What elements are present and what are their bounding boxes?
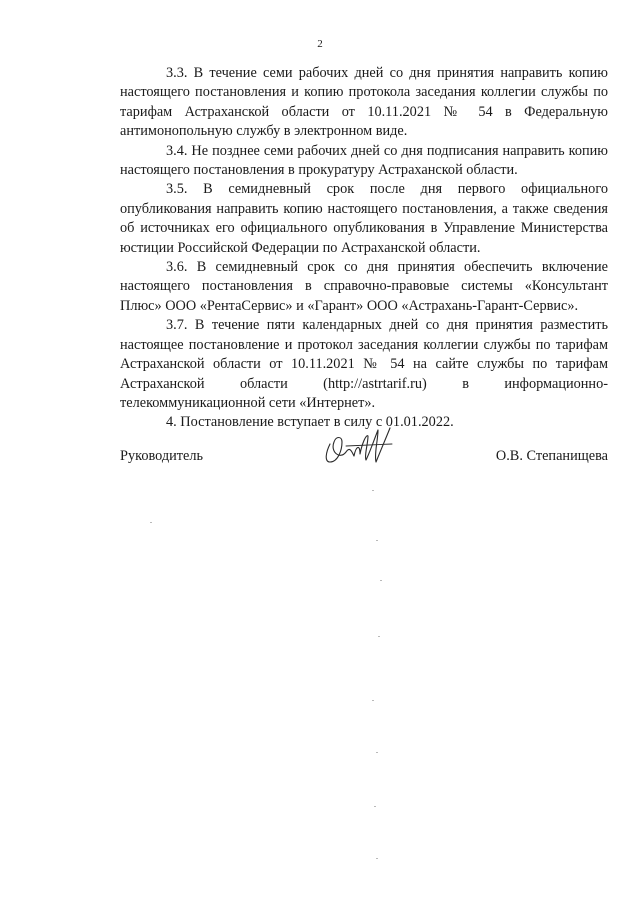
signature-block	[120, 422, 608, 482]
signatory-position: Руководитель	[120, 448, 204, 464]
scan-speck	[372, 700, 374, 701]
scan-speck	[374, 806, 376, 807]
scan-speck	[376, 858, 378, 859]
handwritten-signature	[316, 422, 396, 470]
scan-speck	[376, 540, 378, 541]
paragraph-3-6: 3.6. В семидневный срок со дня принятия обеспечить включение настоящего постановления в справочно-правовые системы «Консультант Плюс» ООО «РентаСервис» и «Гарант» ООО «Астрахань-Гарант-Сервис».	[120, 259, 608, 314]
paragraph-4: 4. Постановление вступает в силу с 01.01.2022.	[166, 414, 454, 431]
scan-speck	[380, 580, 382, 581]
document-body	[120, 64, 608, 433]
scan-speck	[376, 752, 378, 753]
signatory-name: О.В. Степанищева	[495, 448, 608, 464]
paragraph-3-5: 3.5. В семидневный срок после дня первого официального опубликования направить копию настоящего постановления, а также сведения об источниках его официального опубликования в Управление Министерства юстиции Российской Федерации по Астраханской области.	[120, 181, 608, 256]
page-number: 2	[317, 38, 323, 50]
scan-speck	[372, 490, 374, 491]
paragraph-3-3: 3.3. В течение семи рабочих дней со дня принятия направить копию настоящего постановления и копию протокола заседания коллегии службы по тарифам Астраханской области от 10.11.2021 № 54 в Федеральную антимонопольную службу в электронном виде.	[120, 65, 608, 140]
paragraph-3-4: 3.4. Не позднее семи рабочих дней со дня подписания направить копию настоящего постановления в прокуратуру Астраханской области.	[120, 142, 608, 179]
scan-speck	[378, 636, 380, 637]
scan-speck	[150, 522, 152, 523]
paragraph-3-7: 3.7. В течение пяти календарных дней со дня принятия разместить настоящее постановление и протокол заседания коллегии службы по тарифам Астраханской области от 10.11.2021 № 54 на сайте службы по тарифам Астраханской области (http://astrtarif.ru) в информационно-телекоммуникационной сети «Интернет».	[120, 317, 608, 411]
